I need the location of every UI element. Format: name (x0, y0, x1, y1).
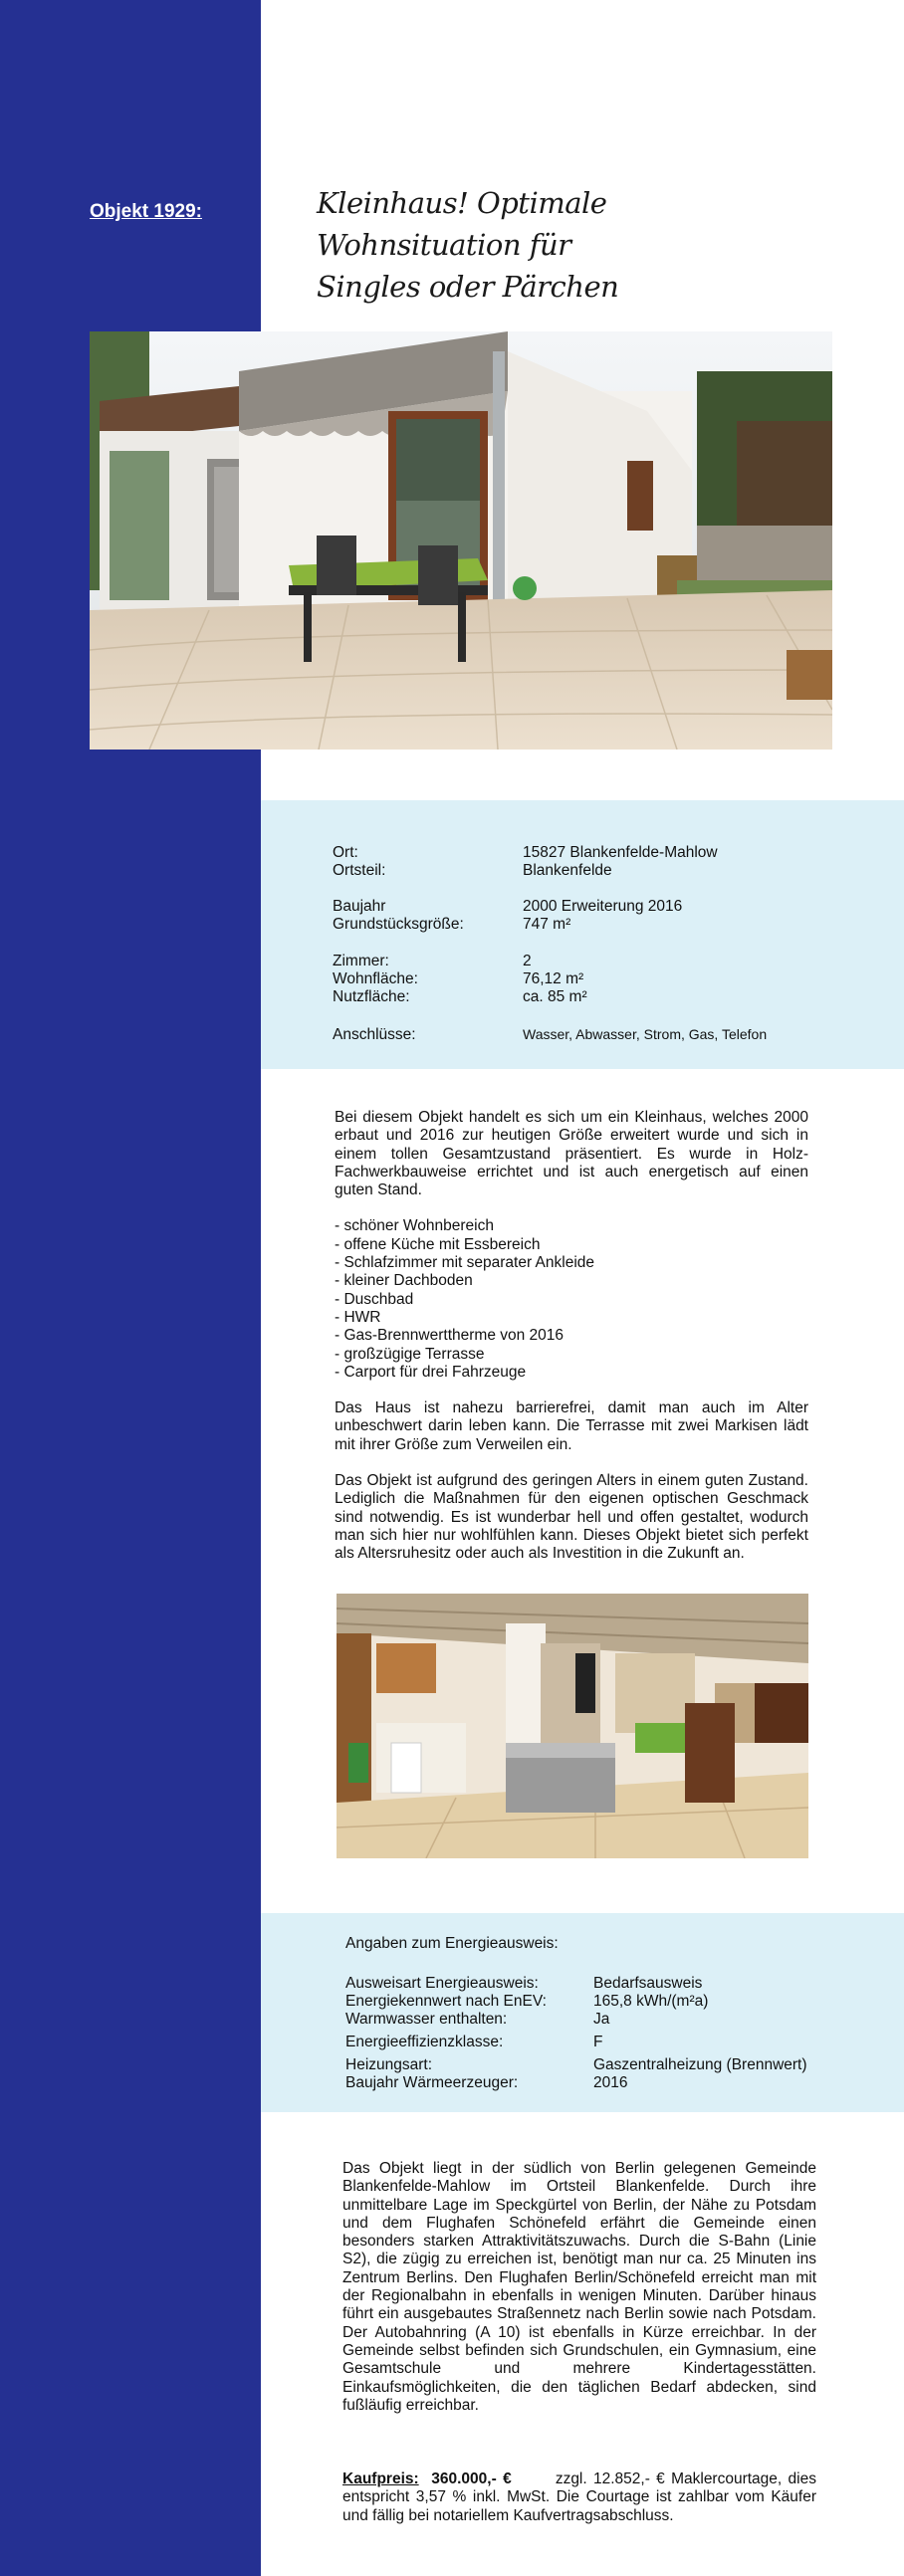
baujahr-label: Baujahr (333, 898, 386, 915)
feature-item: - HWR (335, 1308, 381, 1326)
energy-heading: Angaben zum Energieausweis: (345, 1935, 559, 1952)
waermeerzeuger-label: Baujahr Wärmeerzeuger: (345, 2074, 519, 2091)
effizienzklasse-label: Energieeffizienzklasse: (345, 2034, 504, 2050)
feature-item: - Gas-Brennwerttherme von 2016 (335, 1327, 565, 1345)
effizienzklasse-value: F (593, 2034, 603, 2050)
feature-item: - großzügige Terrasse (335, 1345, 485, 1363)
ausweisart-label: Ausweisart Energieausweis: (345, 1975, 539, 1992)
price-value: 360.000,- € (431, 2470, 512, 2487)
ort-label: Ort: (333, 844, 358, 861)
feature-item: - schöner Wohnbereich (335, 1217, 494, 1235)
location-description: Das Objekt liegt in der südlich von Berlin gelegenen Gemeinde Blankenfelde-Mahlow im Ortsteil Blankenfelde. Durch ihre unmittelbare Lage im Speckgürtel von Berlin, der Nähe zu Potsdam und dem Flughafen Schönefeld erfährt die Gemeinde einen besonders starken Attraktivitätszuwachs. Durch die S-Bahn (Linie S2), die zügig zu erreichen ist, benötigt man nur ca. 25 Minuten ins Zentrum Berlins. Den Flughafen Berlin/Schönefeld erreicht man mit der Regionalbahn in ebenfalls in wenigen Minuten. Darüber hinaus führt ein ausgebautes Straßennetz nach Berlin sowie nach Potsdam. Der Autobahnring (A 10) ist ebenfalls in Kürze erreichbar. In der Gemeinde selbst befinden sich Grundschulen, ein Gymnasium, eine Gesamtschule und mehrere Kindertagesstätten. Einkaufsmöglichkeiten, die den täglichen Bedarf abdecken, sind fußläufig erreichbar. (342, 2160, 816, 2414)
ortsteil-label: Ortsteil: (333, 862, 386, 879)
description-condition: Das Objekt ist aufgrund des geringen Alters in einem guten Zustand. Lediglich die Maßnahmen für den eigenen optischen Geschmack sind notwendig. Es ist wunderbar hell und offen gestaltet, wodurch man sich hier nur wohlfühlen kann. Dieses Objekt bietet sich perfekt als Altersruhesitz oder auch als Investition in die Zukunft an. (335, 1472, 808, 1563)
baujahr-value: 2000 Erweiterung 2016 (523, 898, 683, 915)
ort-value: 15827 Blankenfelde-Mahlow (523, 844, 718, 861)
price-commission-text: zzgl. 12.852,- € Maklercourtage, dies entspricht 3,57 % inkl. MwSt. Die Courtage ist zahlbar vom Käufer und fällig bei notariellem Kaufvertragsabschluss. (342, 2470, 816, 2524)
kennwert-value: 165,8 kWh/(m²a) (593, 1993, 709, 2010)
zimmer-label: Zimmer: (333, 953, 389, 969)
feature-item: - Carport für drei Fahrzeuge (335, 1363, 527, 1381)
heizungsart-value: Gaszentralheizung (Brennwert) (593, 2056, 807, 2073)
listing-title-line-2: Singles oder Pärchen (317, 270, 619, 304)
listing-title-line-1: Kleinhaus! Optimale Wohnsituation für (317, 186, 607, 262)
wohnflaeche-value: 76,12 m² (523, 970, 584, 987)
feature-item: - Schlafzimmer mit separater Ankleide (335, 1254, 595, 1272)
anschluesse-value: Wasser, Abwasser, Strom, Gas, Telefon (523, 1026, 768, 1042)
zimmer-value: 2 (523, 953, 532, 969)
wohnflaeche-label: Wohnfläche: (333, 970, 418, 987)
warmwasser-label: Warmwasser enthalten: (345, 2011, 508, 2028)
feature-list (335, 1217, 808, 1382)
feature-item: - Duschbad (335, 1290, 414, 1308)
heizungsart-label: Heizungsart: (345, 2056, 433, 2073)
nutzflaeche-label: Nutzfläche: (333, 988, 410, 1005)
description-block (335, 1109, 808, 1582)
warmwasser-value: Ja (593, 2011, 610, 2028)
grundstueck-label: Grundstücksgröße: (333, 916, 464, 933)
object-number-label: Objekt 1929: (90, 201, 202, 222)
description-accessibility: Das Haus ist nahezu barrierefrei, damit man auch im Alter unbeschwert darin leben kann. Die Terrasse mit zwei Markisen lädt mit ihrer Größe zum Verweilen ein. (335, 1399, 808, 1453)
ortsteil-value: Blankenfelde (523, 862, 612, 879)
ausweisart-value: Bedarfsausweis (593, 1975, 703, 1992)
price-block (342, 2470, 816, 2525)
grundstueck-value: 747 m² (523, 916, 571, 933)
nutzflaeche-value: ca. 85 m² (523, 988, 587, 1005)
price-label: Kaufpreis: (342, 2470, 419, 2487)
description-intro: Bei diesem Objekt handelt es sich um ein Kleinhaus, welches 2000 erbaut und 2016 zur heutigen Größe erweitert wurde und sich in einem tollen Gesamtzustand präsentiert. Es wurde in Holz-Fachwerkbauweise errichtet und ist auch energetisch auf einen guten Stand. (335, 1109, 808, 1199)
kennwert-label: Energiekennwert nach EnEV: (345, 1993, 547, 2010)
anschluesse-label: Anschlüsse: (333, 1026, 416, 1043)
listing-title (317, 182, 785, 308)
feature-item: - kleiner Dachboden (335, 1272, 473, 1290)
exterior-photo (90, 331, 832, 750)
interior-photo (337, 1594, 808, 1858)
feature-item: - offene Küche mit Essbereich (335, 1235, 541, 1253)
waermeerzeuger-value: 2016 (593, 2074, 628, 2091)
